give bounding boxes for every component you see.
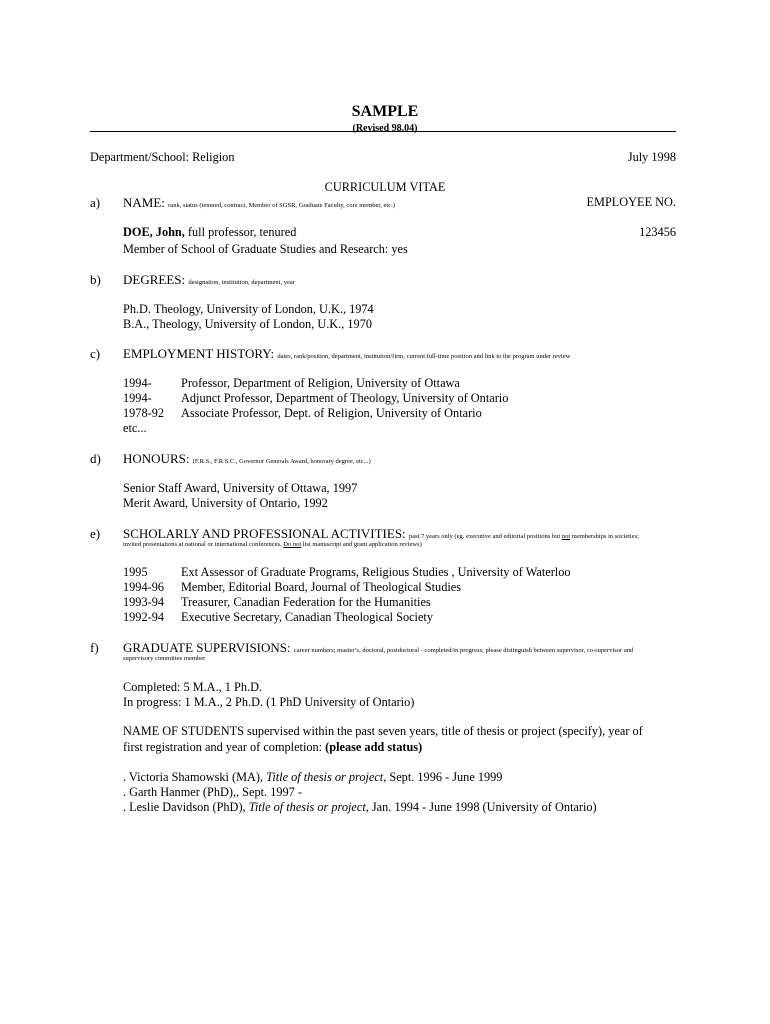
section-letter-a: a) (90, 195, 101, 210)
employment-year: 1978-92 (123, 406, 164, 420)
section-letter-e: e) (90, 526, 101, 541)
section-e-note: invited presentations at national or international conferences. Do not list manuscript and grant application reviews) (123, 541, 422, 548)
employee-number: 123456 (639, 225, 676, 239)
supervisions-in-progress: In progress: 1 M.A., 2 Ph.D. (1 PhD University of Ontario) (123, 695, 415, 709)
section-d-heading: HONOURS: (F.R.S., F.R.S.C., Governor Generals Award, honorary degree, etc...) (123, 451, 371, 466)
activity-year: 1993-94 (123, 595, 164, 609)
document-title: SAMPLE (351, 103, 419, 120)
degree-line: B.A., Theology, University of London, U.K., 1970 (123, 317, 372, 331)
employment-position: Adjunct Professor, Department of Theology, University of Ontario (181, 391, 509, 405)
section-a-heading: NAME: rank, status (tenured, contract, Member of SGSR, Graduate Faculty, core member, etc.) (123, 195, 395, 210)
section-letter-b: b) (90, 272, 101, 287)
section-letter-c: c) (90, 346, 101, 361)
activity-description: Executive Secretary, Canadian Theological Society (181, 610, 433, 624)
department-label: Department/School: Religion (90, 150, 235, 164)
student-entry: . Garth Hanmer (PhD),, Sept. 1997 - (123, 785, 302, 799)
section-letter-f: f) (90, 640, 99, 655)
employment-position: Professor, Department of Religion, University of Ottawa (181, 376, 460, 390)
activity-description: Ext Assessor of Graduate Programs, Religious Studies , University of Waterloo (181, 565, 571, 579)
employment-year: 1994- (123, 376, 152, 390)
employment-year: 1994- (123, 391, 152, 405)
activity-description: Treasurer, Canadian Federation for the Humanities (181, 595, 431, 609)
employment-position: Associate Professor, Dept. of Religion, University of Ontario (181, 406, 482, 420)
document-date: July 1998 (627, 150, 676, 164)
student-entry: . Victoria Shamowski (MA), Title of thesis or project, Sept. 1996 - June 1999 (123, 770, 503, 784)
sgsr-membership: Member of School of Graduate Studies and Research: yes (123, 242, 408, 256)
students-instructions: NAME OF STUDENTS supervised within the past seven years, title of thesis or project (specify), year of (123, 724, 643, 738)
section-f-heading: GRADUATE SUPERVISIONS: career numbers; master’s, doctoral, postdoctoral - completed/in progress; please distinguish between supervisor, co-supervisor and (123, 640, 634, 655)
section-letter-d: d) (90, 451, 101, 466)
faculty-name: DOE, John, full professor, tenured (123, 225, 297, 239)
honour-line: Merit Award, University of Ontario, 1992 (123, 496, 328, 510)
activity-year: 1995 (123, 565, 148, 579)
employee-no-label: EMPLOYEE NO. (586, 195, 676, 209)
degree-line: Ph.D. Theology, University of London, U.K., 1974 (123, 302, 374, 316)
activity-description: Member, Editorial Board, Journal of Theological Studies (181, 580, 462, 594)
section-c-heading: EMPLOYMENT HISTORY: dates, rank/position, department, institution/firm, current full-time position and link to the program under review (123, 346, 571, 361)
header-rule (90, 131, 676, 132)
student-entry: . Leslie Davidson (PhD), Title of thesis or project, Jan. 1994 - June 1998 (University of Ontario) (123, 800, 597, 814)
honour-line: Senior Staff Award, University of Ottawa, 1997 (123, 481, 358, 495)
activity-year: 1992-94 (123, 610, 164, 624)
revision-note: (Revised 98.04) (352, 123, 418, 134)
section-b-heading: DEGREES: designation, institution, department, year (123, 272, 295, 287)
activity-year: 1994-96 (123, 580, 164, 594)
supervisions-completed: Completed: 5 M.A., 1 Ph.D. (123, 680, 263, 694)
students-instructions-cont: first registration and year of completion: (please add status) (123, 740, 423, 754)
cv-title: CURRICULUM VITAE (324, 180, 446, 194)
section-e-heading: SCHOLARLY AND PROFESSIONAL ACTIVITIES: past 7 years only (eg. executive and editorial positions but not memberships in societies; (123, 526, 639, 541)
section-f-note: supervisory committee member (123, 655, 206, 662)
employment-etc: etc... (123, 421, 147, 435)
